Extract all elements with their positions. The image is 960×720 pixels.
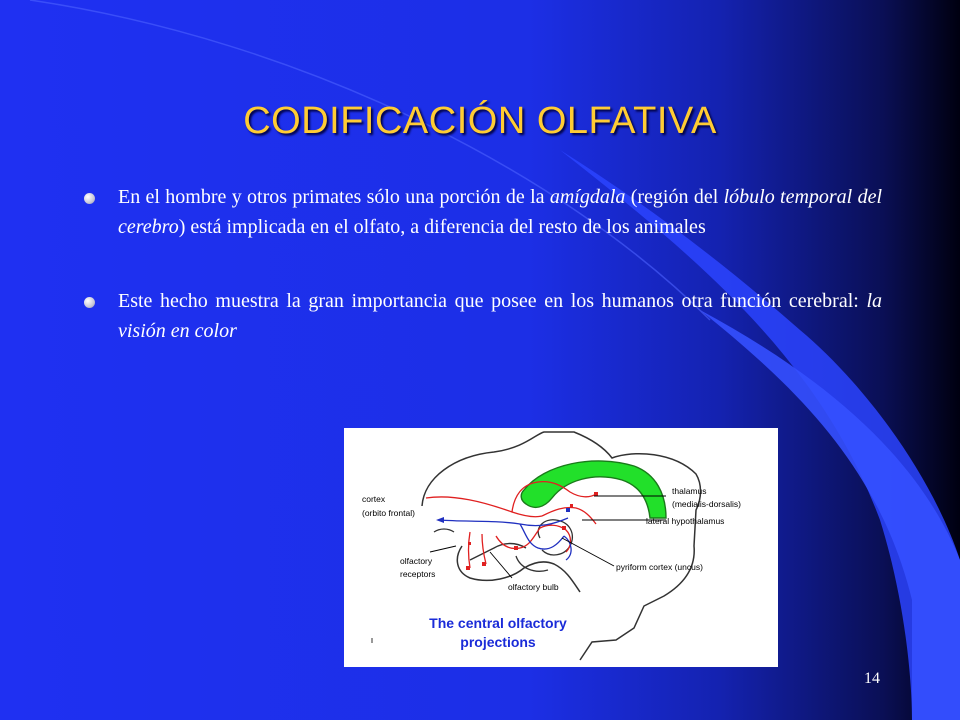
- bullet-text-segment: Este hecho muestra la gran importancia que posee en los humanos otra función cerebral:: [118, 290, 867, 312]
- thalamus-shape: [521, 461, 666, 518]
- olfactory-projections-figure: [344, 428, 778, 667]
- bullet-dot-icon: [84, 297, 95, 308]
- bullet-text-italic: la visión en color: [118, 290, 882, 342]
- label-olfactory-bulb: olfactory bulb: [508, 582, 559, 592]
- bullet-item: [78, 182, 882, 242]
- figure-caption-line2: projections: [460, 634, 536, 650]
- label-olfactory: olfactory: [400, 556, 433, 566]
- label-thalamus-sub: (medialis-dorsalis): [672, 499, 741, 509]
- label-cortex-sub: (orbito frontal): [362, 508, 415, 518]
- label-cortex: cortex: [362, 494, 386, 504]
- bullet-list: [78, 182, 882, 390]
- bullet-text-italic: amígdala: [549, 186, 626, 208]
- page-number: 14: [864, 670, 880, 687]
- brain-diagram: [344, 428, 778, 667]
- brain-stem-outline: [470, 544, 526, 561]
- blue-pathways: [440, 518, 571, 560]
- bullet-text: [118, 290, 882, 342]
- figure-caption-line1: The central olfactory: [429, 615, 567, 631]
- bullet-text-italic: lóbulo temporal del cerebro: [118, 186, 882, 238]
- label-receptors: receptors: [400, 569, 436, 579]
- label-lateral-hypothalamus: lateral hypothalamus: [646, 516, 725, 526]
- bullet-item: [78, 286, 882, 346]
- bullet-text-segment: ) está implicada en el olfato, a diferencia del resto de los animales: [178, 216, 706, 238]
- slide-title: CODIFICACIÓN OLFATIVA: [243, 100, 717, 142]
- bullet-text: [118, 186, 882, 238]
- bullet-dot-icon: [84, 193, 95, 204]
- label-pyriform: pyriform cortex (uncus): [616, 562, 703, 572]
- bullet-text-segment: (región del: [625, 186, 724, 208]
- label-thalamus: thalamus: [672, 486, 707, 496]
- bullet-text-segment: En el hombre y otros primates sólo una porción de la: [118, 186, 550, 208]
